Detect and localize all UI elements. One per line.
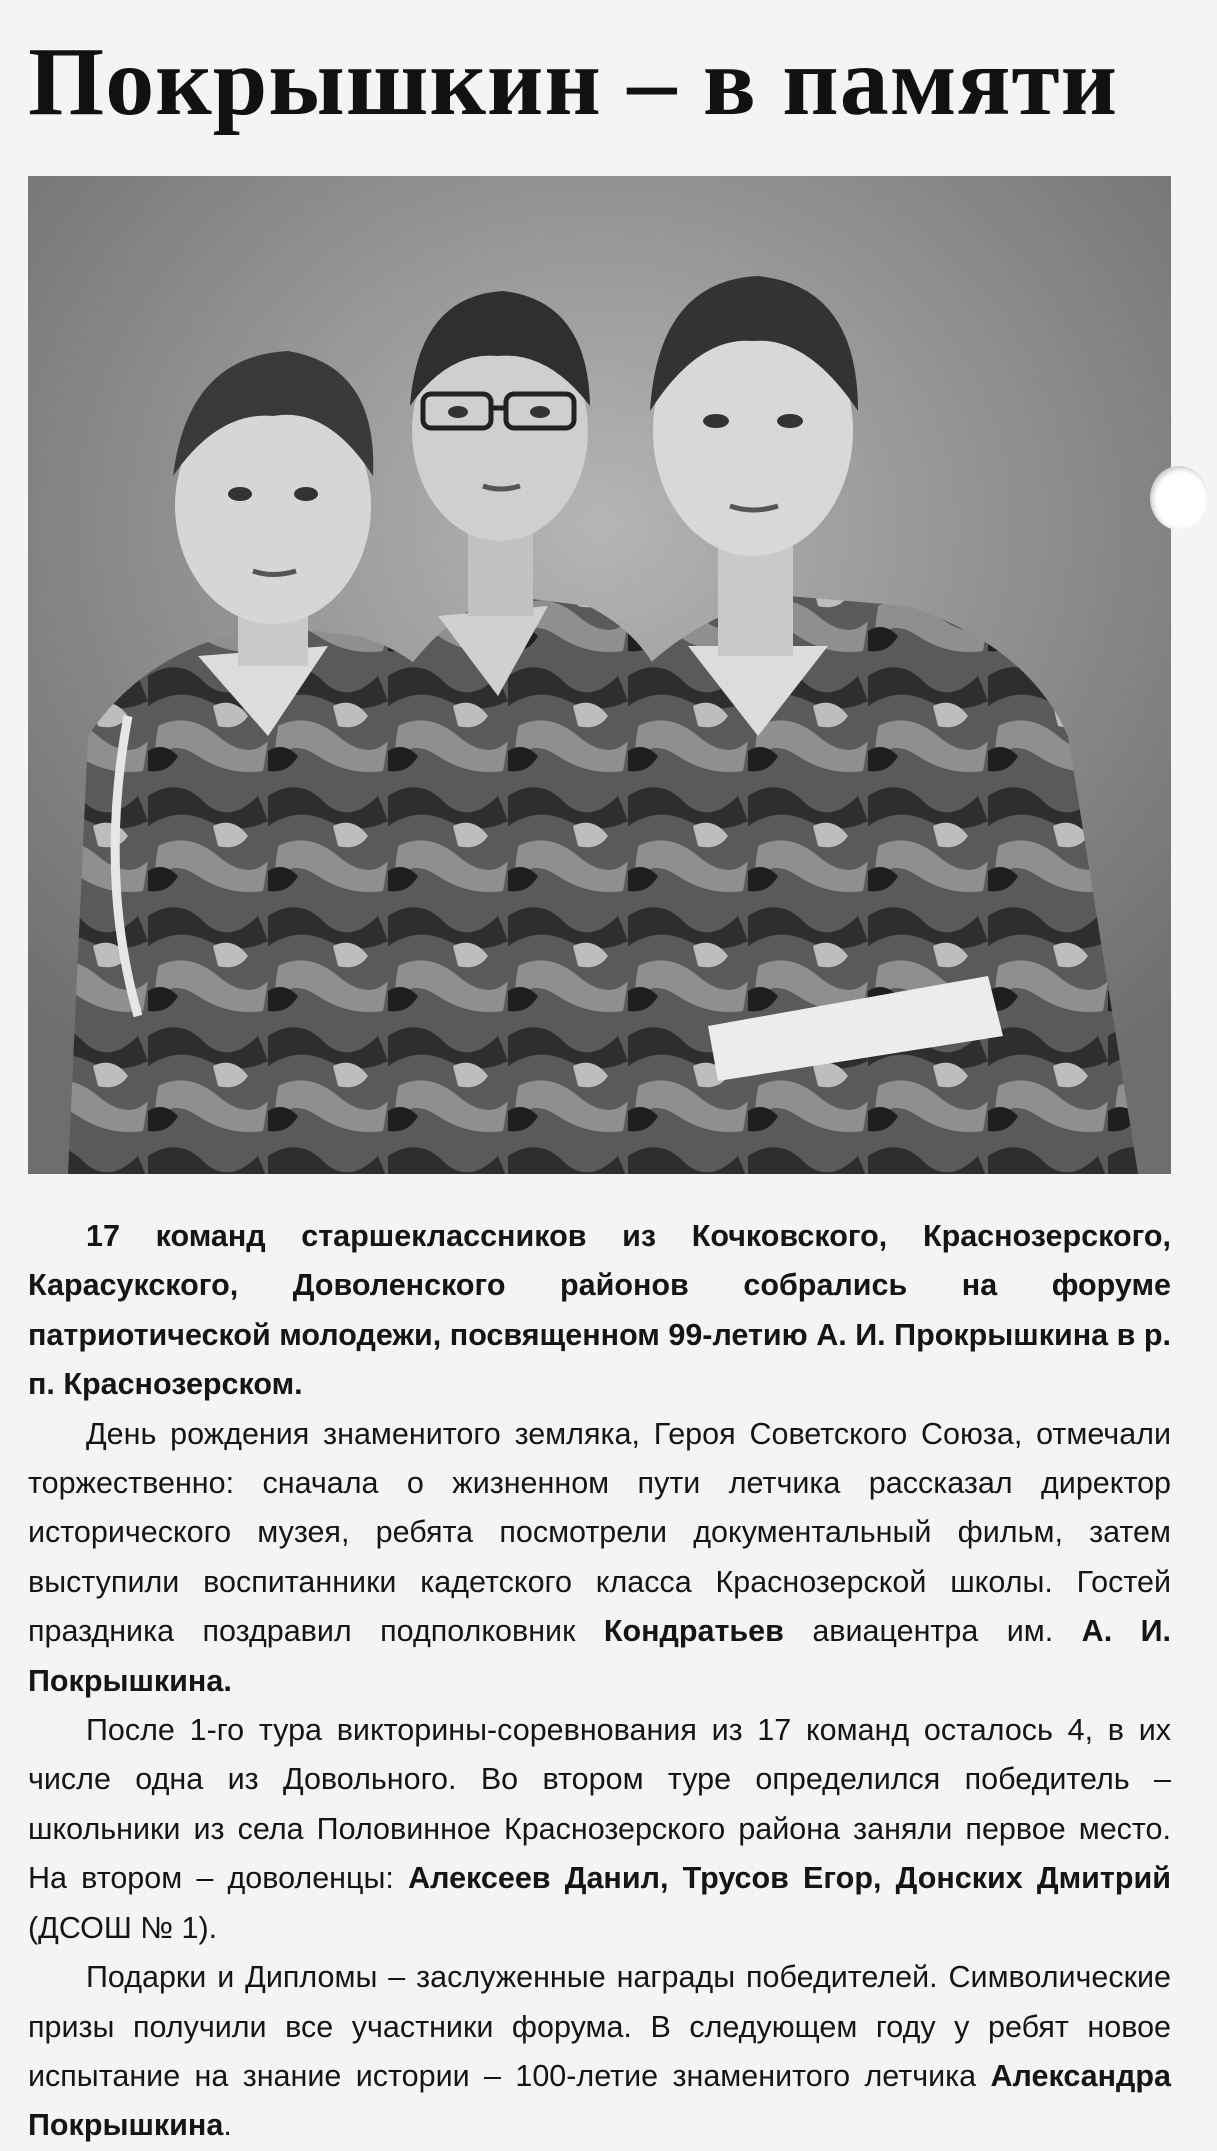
name-kondratiev: Кондратьев [603, 1614, 784, 1649]
name-pokryshkin: А. И. Покрышкина. [28, 1614, 1171, 1698]
article-paragraph-3: После 1-го тура викторины-соревнования из 17 команд осталось 4, в их числе одна из Довольного. Во втором туре определился победитель – школьники из села Половинное Краснозерского района заняли первое место. На втором – доволенцы: Алексеев Данил, Трусов Егор, Донских Дмитрий (ДСОШ № 1). [28, 1713, 1171, 1945]
headline: Покрышкин – в памяти [28, 28, 1119, 136]
three-cadets-photo [28, 176, 1171, 1174]
winner-names: Алексеев Данил, Трусов Егор, Донских Дмитрий [408, 1861, 1171, 1896]
paper-punch-hole [1150, 466, 1208, 530]
name-alexander-pokryshkin: Александра Покрышкина [28, 2058, 1171, 2143]
article-body [28, 1212, 1171, 2151]
photo-illustration [28, 176, 1171, 1174]
article-lead: 17 команд старшеклассников из Кочковского, Краснозерского, Карасукского, Доволенского районов собрались на форуме патриотической молодежи, посвященном 99-летию А. И. Прокрышкина в р. п. Краснозерском. [28, 1219, 1171, 1402]
article-paragraph-2: День рождения знаменитого земляка, Героя Советского Союза, отмечали торжественно: сначала о жизненном пути летчика рассказал директор исторического музея, ребята посмотрели документальный фильм, затем выступили воспитанники кадетского класса Краснозерской школы. Гостей праздника поздравил подполковник Кондратьев авиацентра им. А. И. Покрышкина. [28, 1416, 1171, 1698]
article-paragraph-4: Подарки и Дипломы – заслуженные награды победителей. Символические призы получили все участники форума. В следующем году у ребят новое испытание на знание истории – 100-летие знаменитого летчика Александра Покрышкина. [28, 1960, 1171, 2143]
